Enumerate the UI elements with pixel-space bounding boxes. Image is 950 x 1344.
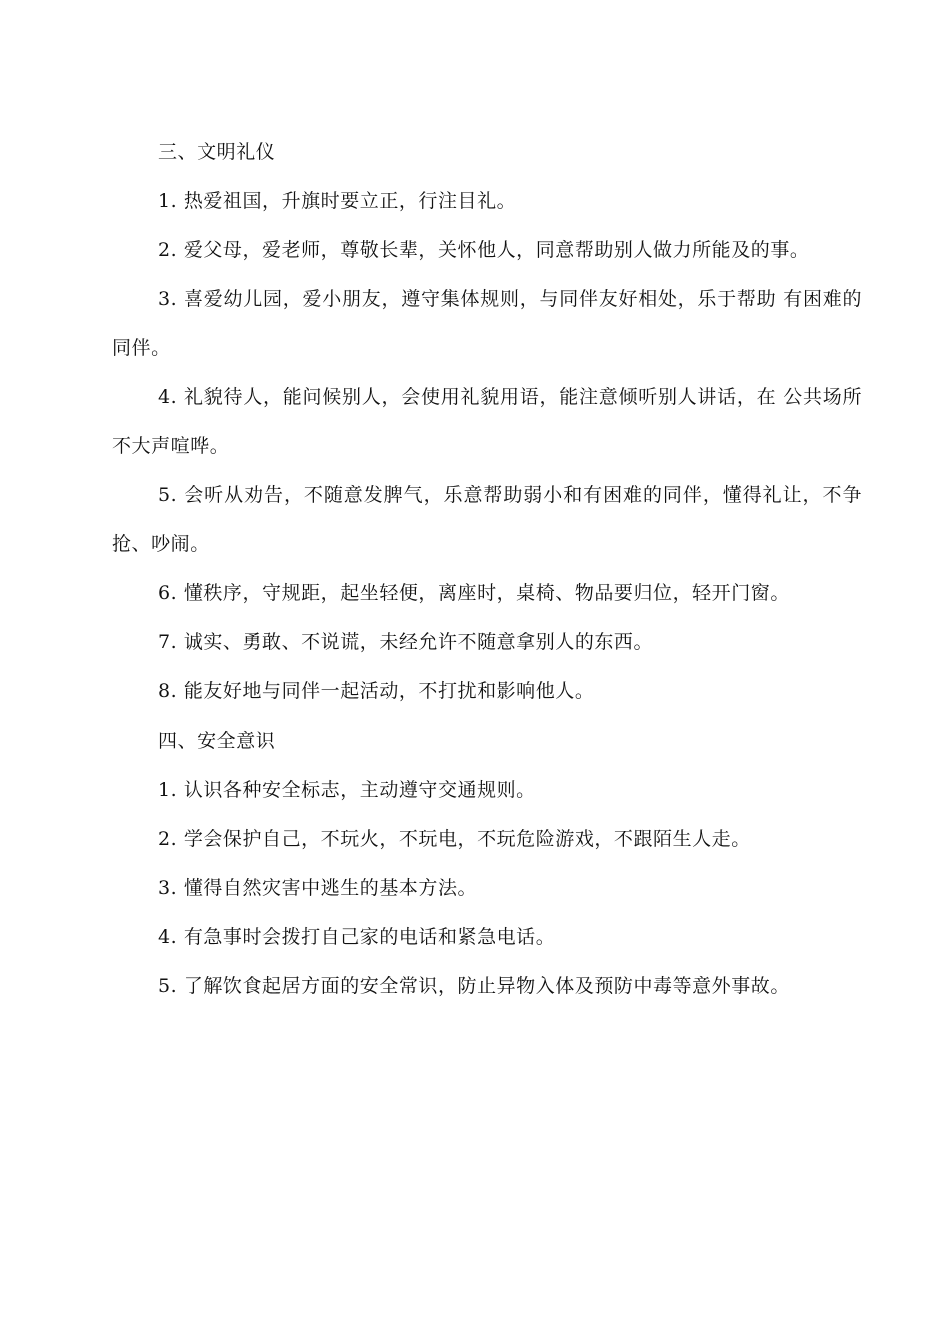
section-heading-safety: 四、安全意识: [158, 730, 276, 752]
safety-item-3: 3. 懂得自然灾害中逃生的基本方法。: [158, 877, 478, 899]
safety-item-5: 5. 了解饮食起居方面的安全常识，防止异物入体及预防中毒等意外事故。: [158, 975, 790, 997]
safety-item-1: 1. 认识各种安全标志，主动遵守交通规则。: [158, 779, 536, 801]
document-body: [112, 127, 862, 1011]
section-heading-etiquette: 三、文明礼仪: [158, 141, 276, 163]
etiquette-item-6: 6. 懂秩序，守规距，起坐轻便，离座时，桌椅、物品要归位，轻开门窗。: [158, 582, 790, 604]
etiquette-item-2: 2. 爱父母，爱老师，尊敬长辈，关怀他人，同意帮助别人做力所能及的事。: [158, 239, 810, 261]
etiquette-item-1: 1. 热爱祖国，升旗时要立正，行注目礼。: [158, 190, 517, 212]
etiquette-item-4: 4. 礼貌待人，能问候别人，会使用礼貌用语，能注意倾听别人讲话，在 公共场所不大声喧哗。: [112, 386, 862, 457]
etiquette-item-7: 7. 诚实、勇敢、不说谎，未经允许不随意拿别人的东西。: [158, 631, 654, 653]
safety-item-2: 2. 学会保护自己，不玩火，不玩电，不玩危险游戏，不跟陌生人走。: [158, 828, 751, 850]
etiquette-item-3: 3. 喜爱幼儿园，爱小朋友，遵守集体规则，与同伴友好相处，乐于帮助 有困难的同伴。: [112, 288, 862, 359]
etiquette-item-5: 5. 会听从劝告，不随意发脾气，乐意帮助弱小和有困难的同伴，懂得礼让，不争抢、吵闹。: [112, 484, 862, 555]
etiquette-item-8: 8. 能友好地与同伴一起活动，不打扰和影响他人。: [158, 680, 595, 702]
safety-item-4: 4. 有急事时会拨打自己家的电话和紧急电话。: [158, 926, 556, 948]
